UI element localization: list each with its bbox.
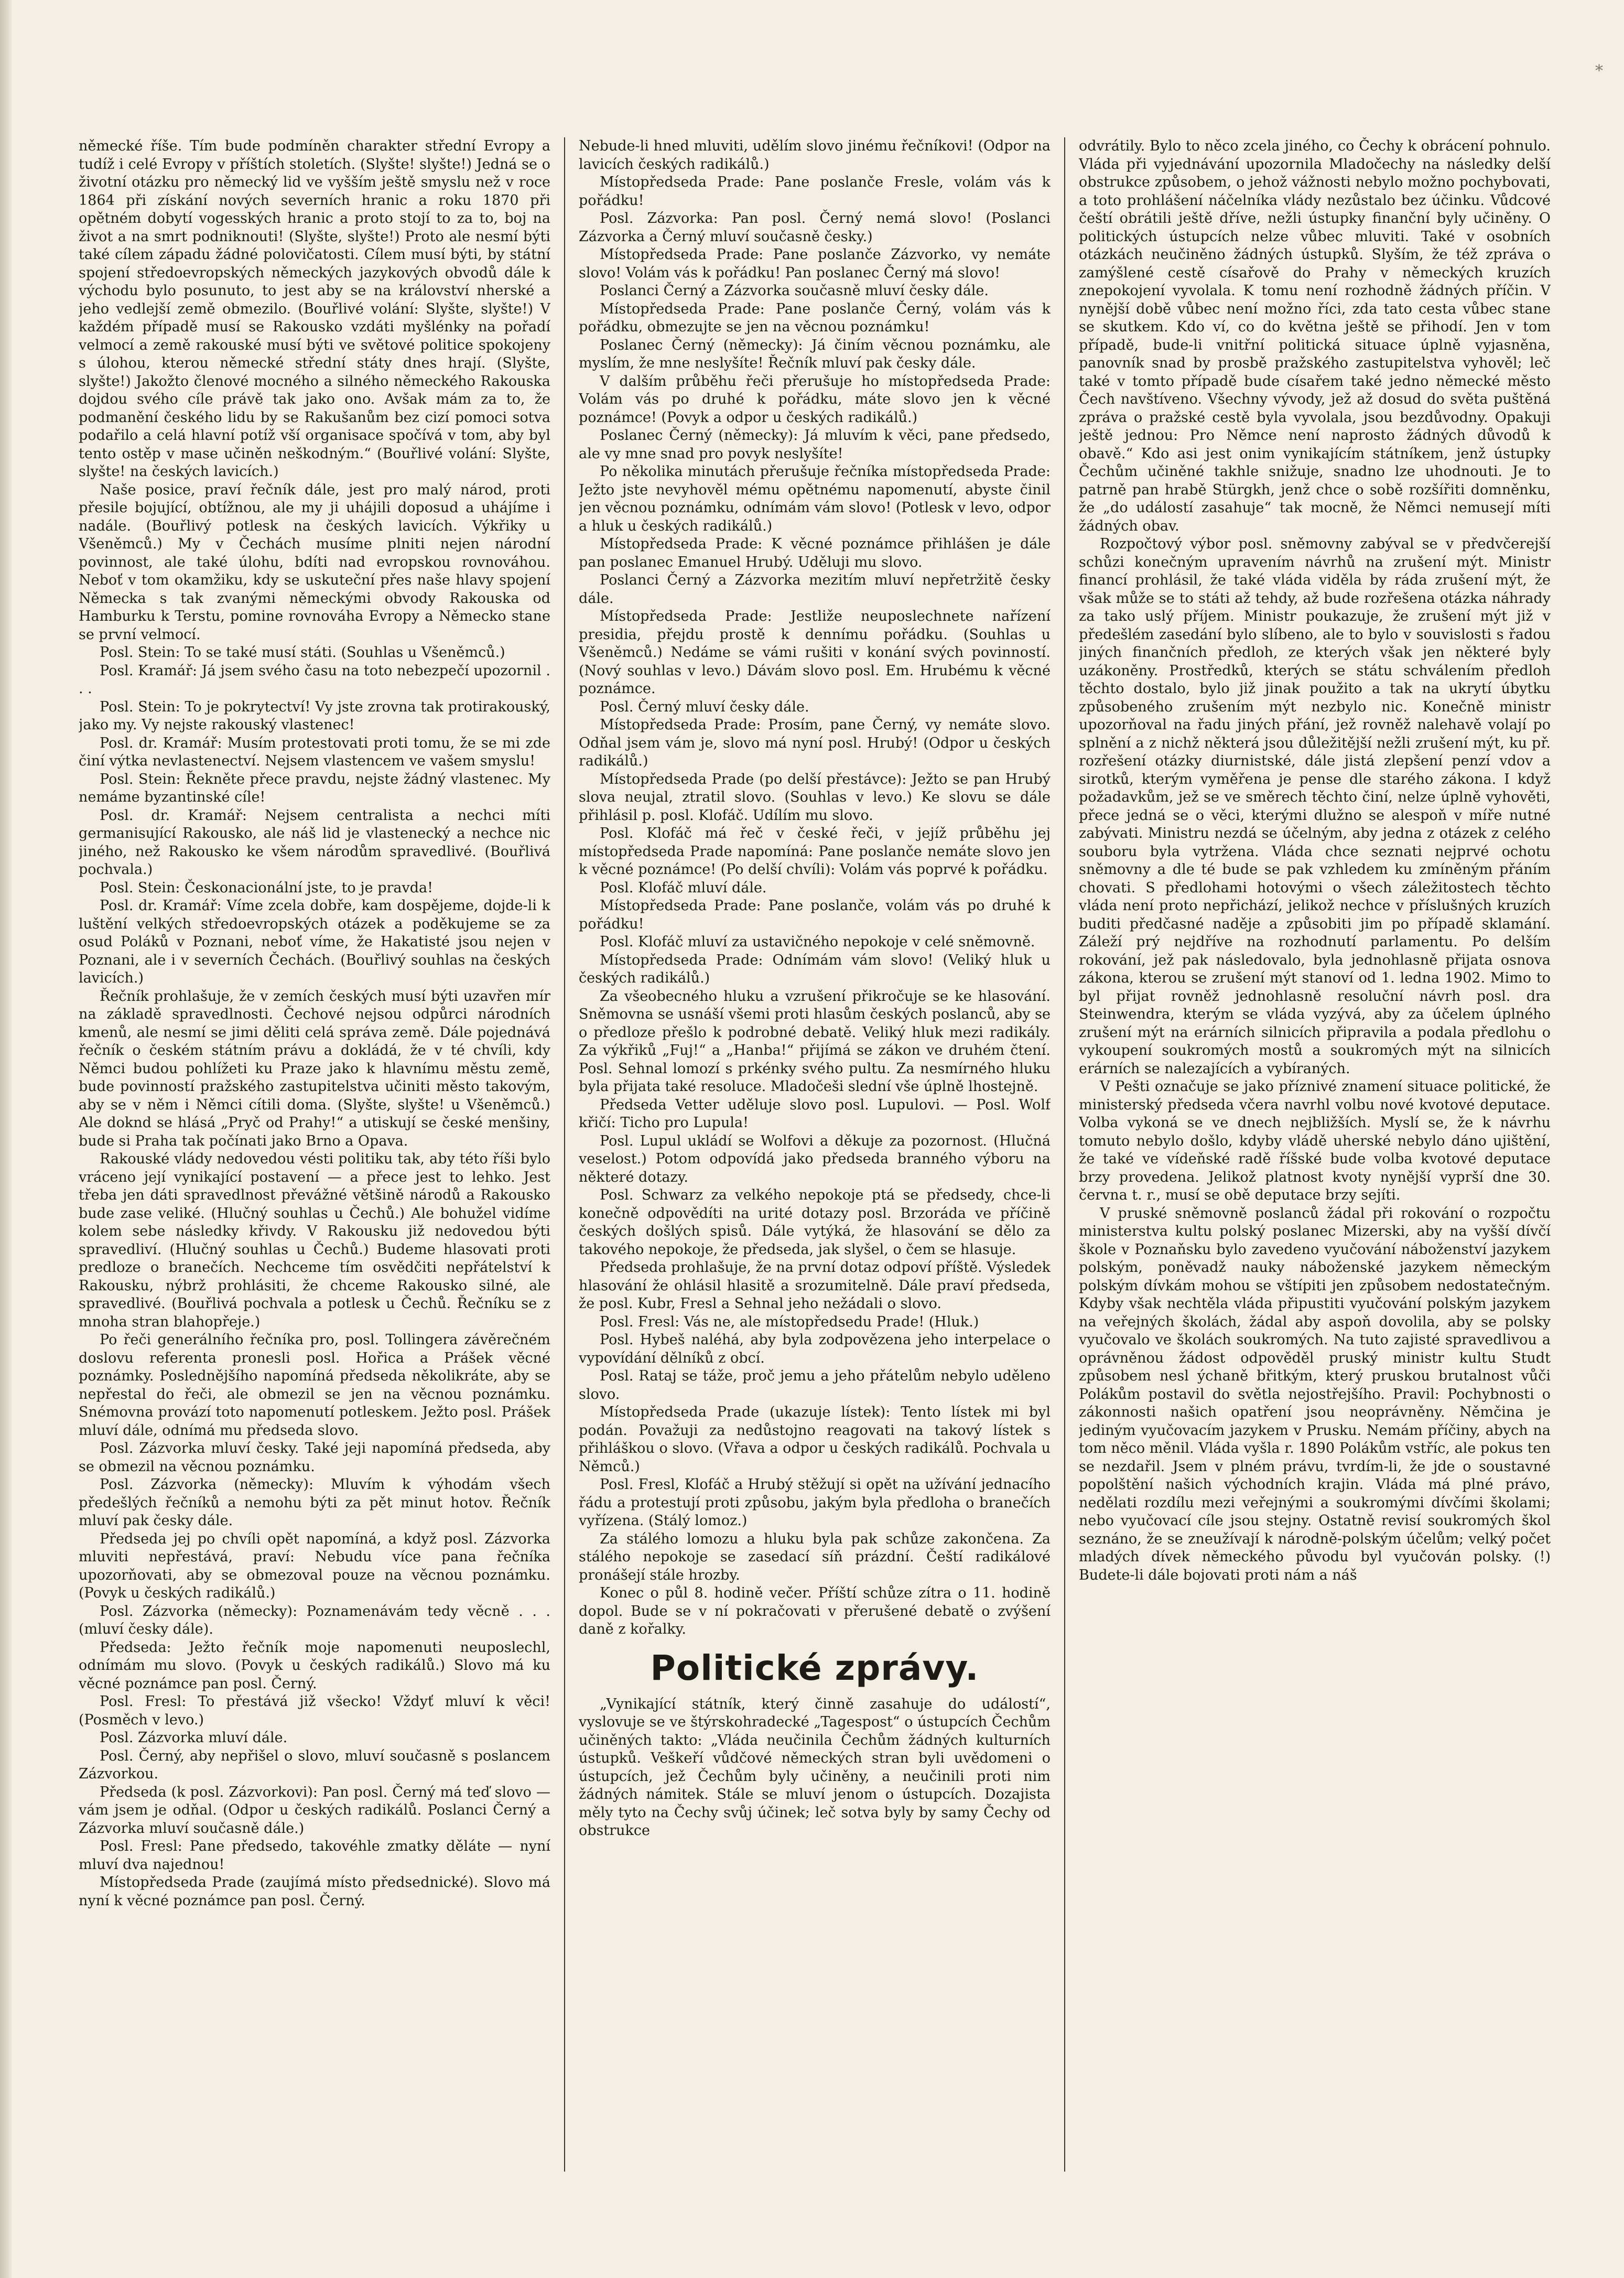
paragraph: Posl. Fresl, Klofáč a Hrubý stěžují si opět na užívání jednacího řádu a protestují proti způsobu, jakým byla předloha o branečích vyřízena. (Stálý lomoz.) [579, 1476, 1051, 1529]
paragraph: Předseda Vetter uděluje slovo posl. Lupulovi. — Posl. Wolf křičí: Ticho pro Lupula! [579, 1096, 1051, 1131]
paragraph: Místopředseda Prade: K věcné poznámce přihlášen je dále pan poslanec Emanuel Hrubý. Uděluji mu slovo. [579, 536, 1051, 570]
paragraph: V pruské sněmovně poslanců žádal při rokování o rozpočtu ministerstva kultu polský poslanec Mizerski, aby na vyšší dívčí škole v Poznaňsku bylo zavedeno vyučování náboženství jazykem polským, poněvadž nauky náboženské jazykem německým polským dívkám mohou se vštípiti jen způsobem nedostatečným. Kdyby však nechtěla vláda připustiti vyučování polským jazykem na veřejných školách, žádal aby aspoň dovolila, aby se polsky vyučovalo ve školách soukromých. Na tuto zajisté spravedlivou a oprávněnou žádost odpověděl pruský ministr kultu Studt způsobem nesl ýchaně břitkým, který pruskou brutalnost vůči Polákům postavil do světla nejostřejšího. Pravil: Pochybnosti o zákonnosti našich opatření jsou neoprávněny. Němčina je jediným vyučovacím jazykem v Prusku. Nemám příčiny, abych na tom něco měnil. Vláda vyšla r. 1890 Polákům vstříc, ale pokus ten se nezdařil. Jsem v plném právu, tvrdím-li, že jde o soustavné popolštění našich východních krajin. Vláda má plné právo, nedělati rozdílu mezi veřejnými a soukromými dívčími školami; nebo vyučovací cíle jsou stejny. Ostatně revisí soukromých škol seznáno, že se zneužívají k národně-polským účelům; velký počet mladých dívek německého původu byl vyučován polsky. (!) Budete-li dále bojovati proti nám a náš [1079, 1205, 1551, 1583]
column-3 [1079, 137, 1551, 2172]
paragraph: Posl. Zázvorka (německy): Poznamenávám tedy věcně . . . (mluví česky dále). [79, 1603, 550, 1637]
text-columns [79, 137, 1551, 2172]
paragraph: Místopředseda Prade: Prosím, pane Černý, vy nemáte slovo. Odňal jsem vám je, slovo má nyní posl. Hrubý! (Odpor u českých radikálů.) [579, 717, 1051, 769]
paragraph: Místopředseda Prade: Odnímám vám slovo! (Veliký hluk u českých radikálů.) [579, 952, 1051, 986]
paragraph: V Pešti označuje se jako příznivé znamení situace politické, že ministerský předseda včera navrhl volbu nové kvotové deputace. Volba vykoná se ve dnech nejbližších. Myslí se, že k návrhu tomuto nebylo došlo, kdyby vládě uherské nebylo dáno ujištění, že také ve vídeňské radě říšské bude volba kvotové deputace brzy provedena. Jelikož platnost kvoty nynější vyprší dne 30. června t. r., musí se obě deputace brzy sejíti. [1079, 1078, 1551, 1203]
paragraph: Za všeobecného hluku a vzrušení přikročuje se ke hlasování. Sněmovna se usnáší všemi proti hlasům českých poslanců, aby se o předloze přešlo k podrobné debatě. Veliký hluk mezi radikály. Za výkřiků „Fuj!“ a „Hanba!“ přijímá se zákon ve druhém čtení. Posl. Sehnal lomozí s prkénky svého pultu. Za nesmírného hluku byla přijata také resoluce. Mladočeši slední vše úplně lhostejně. [579, 988, 1051, 1095]
paragraph: Konec o půl 8. hodině večer. Příští schůze zítra o 11. hodině dopol. Bude se v ní pokračovati v přerušené debatě o zvýšení daně z kořalky. [579, 1585, 1051, 1637]
paragraph: Posl. Černý, aby nepřišel o slovo, mluví současně s poslancem Zázvorkou. [79, 1747, 550, 1782]
paragraph: Poslanec Černý (německy): Já činím věcnou poznámku, ale myslím, že mne neslyšíte! Řečník mluví pak česky dále. [579, 337, 1051, 371]
corner-mark: * [1595, 62, 1603, 80]
paragraph: Posl. dr. Kramář: Nejsem centralista a nechci míti germanisující Rakousko, ale náš lid je vlastenecký a nechce nic jiného, než Rakousko ke všem národům spravedlivé. (Bouřlivá pochvala.) [79, 807, 550, 878]
paragraph: V dalším průběhu řeči přerušuje ho místopředseda Prade: Volám vás po druhé k pořádku, máte slovo jen k věcné poznámce! (Povyk a odpor u českých radikálů.) [579, 373, 1051, 426]
paragraph: Místopředseda Prade (zaujímá místo předsednické). Slovo má nyní k věcné poznámce pan posl. Černý. [79, 1874, 550, 1909]
paragraph: Rozpočtový výbor posl. sněmovny zabýval se v předvčerejší schůzi konečným upravením návrhů na zrušení mýt. Ministr financí prohlásil, že také vláda viděla by ráda zrušení mýt, že však může se to státi až tehdy, až bude rozřešena otázka náhrady za tako uslý příjem. Ministr poukazuje, že zrušení mýt již v předešlém zasedání bylo slíbeno, ale to bylo v souvislosti s řadou jiných finančních předloh, ze kterých však jen některé byly uzákoněny. Prostředků, kterých se státu schválením předloh těchto dostalo, bylo již jinak použito a tak na ukrytí úbytku způsobeného zrušením mýt nezbylo nic. Konečně ministr upozorňoval na řadu jiných přání, jež rovněž nalehavě volají po splnění a z nichž některá jsou důležitější nežli zrušení mýt, ku př. rozřešení otázky diurnistské, dále jistá zlepšení penzí vdov a sirotků, kterým vyměřena je pense dle starého zákona. I když požadavkům, jež se ve směrech těchto činí, nelze úplně vyhověti, přece jedná se o věci, kterými dlužno se alespoň v míře nutné zabývati. Ministru nezdá se účelným, aby jedna z otázek z celého souboru byla vytržena. Vláda chce seznati nejprvé ochotu sněmovny a dle té bude se pak vzhledem ku zmíněným přáním chovati. S předlohami hotovými o všech záležitostech těchto vláda není proto nepřichází, jelikož nechce v příslušných kruzích buditi předčasné naděje a způsobiti jim po případě sklamání. Záleží prý nejdříve na rozhodnutí parlamentu. Po delším rokování, jež pak následovalo, byla jednohlasně přijata osnova zákona, kterou se zrušení mýt stanoví od 1. ledna 1902. Mimo to byl přijat rovněž jednohlasně resoluční návrh posl. dra Steinwendra, kterým se vláda vyzývá, aby za účelem úplného zrušení mýt na erárních silnicích připravila a podala předlohu o vykoupení soukromých mostů a soukromých mýt na silnicích erárních se nalezajících a vybíraných. [1079, 536, 1551, 1077]
paragraph: Posl. Klofáč má řeč v české řeči, v jejíž průběhu jej místopředseda Prade napomíná: Pane poslanče nemáte slovo jen k věcné poznámce! (Po delší chvíli): Volám vás poprvé k pořádku. [579, 825, 1051, 878]
paragraph: Posl. Kramář: Já jsem svého času na toto nebezpečí upozornil . . . [79, 662, 550, 697]
column-1 [79, 137, 550, 2172]
paragraph: Rakouské vlády nedovedou vésti politiku tak, aby této říši bylo vráceno její vynikající postavení — a přece jest to lehko. Jest třeba jen dáti spravedlnost převážné většině národů a Rakousko bude zase veliké. (Hlučný souhlas u Čechů.) Ale bohužel vidíme kolem sebe následky křivdy. V Rakousku již nedovedou býti spravedliví. (Hlučný souhlas u Čechů.) Budeme hlasovati proti predloze o branečích. Nechceme tím osvědčiti nepřátelství k Rakousku, nýbrž prohlásiti, že chceme Rakousko silné, ale spravedlivé. (Bouřlivá pochvala a potlesk u Čechů. Řečníku se z mnoha stran blahopřeje.) [79, 1151, 550, 1330]
paragraph: Naše posice, praví řečník dále, jest pro malý národ, proti přesile bojující, obtížnou, ale my ji uhájili doposud a uhájíme i nadále. (Bouřlivý potlesk na českých lavicích. Výkřiky u Všeněmců.) My v Čechách musíme plniti nejen národní povinnost, ale také úlohu, bdíti nad evropskou rovnováhou. Neboť v tom okamžiku, kdy se uskuteční přes naše hlavy spojení Německa s tak zvanými německými obvody Rakouska od Hamburku k Terstu, pomine rovnováha Evropy a Německo stane se první velmocí. [79, 481, 550, 643]
paragraph: Posl. dr. Kramář: Víme zcela dobře, kam dospějeme, dojde-li k luštění velkých středoevropských otázek a poděkujeme se za osud Poláků v Poznani, neboť víme, že Hakatisté jsou nejen v Poznani, ale i v severních Čechách. (Bouřlivý souhlas na českých lavicích.) [79, 898, 550, 986]
paragraph: odvrátily. Bylo to něco zcela jiného, co Čechy k obrácení pohnulo. Vláda při vyjednávání upozornila Mladočechy na následky delší obstrukce způsobem, o jehož vážnosti nebylo možno pochybovati, a toto prohlášení náčelníka vlády nezůstalo bez účinku. Vůdcové čeští obrátili ještě dříve, nežli ústupky finanční byly učiněny. O politických ústupcích nelze vůbec mluviti. Také v osobních otázkách neučiněno žádných ústupků. Slyším, že též zpráva o zamýšlené cestě císařově do Prahy v německých kruzích znepokojení vyvolala. K tomu není rozhodně žádných příčin. V nynější době vůbec není možno říci, zda tato cesta vůbec stane se skutkem. Kdo ví, co do května ještě se přihodí. Jen v tom případě, bude-li vnitřní politická situace úplně vyjasněna, panovník snad by prosbě pražského zastupitelstva vyhověl; leč také v tomto případě bude císařem také jedno německé město Čech navštíveno. Všechny vývody, jež až dosud do světa puštěná zpráva o pražské cestě byla vyvolala, jsou bezdůvodny. Opakuji ještě jednou: Pro Němce není naprosto žádných důvodů k obavě.“ Kdo asi jest onim vynikajícím státníkem, jenž ústupky Čechům učiněné takhle snižuje, snadno lze uhodnouti. Je to patrně pan hrabě Stürgkh, jenž chce o sobě rozšířiti domněnku, že „do událostí zasahuje“ tak mocně, že Němci nemusejí míti žádných obav. [1079, 138, 1551, 534]
paragraph: Posl. Zázvorka: Pan posl. Černý nemá slovo! (Poslanci Zázvorka a Černý mluví současně česky.) [579, 210, 1051, 245]
paragraph: Předseda (k posl. Zázvorkovi): Pan posl. Černý má teď slovo — vám jsem je odňal. (Odpor u českých radikálů. Poslanci Černý a Zázvorka mluví současně dále.) [79, 1784, 550, 1837]
paragraph: Posl. Fresl: Pane předsedo, takovéhle zmatky děláte — nyní mluví dva najednou! [79, 1838, 550, 1873]
paragraph: Posl. Stein: Řekněte přece pravdu, nejste žádný vlastenec. My nemáme byzantinské cíle! [79, 771, 550, 805]
paragraph: Posl. Zázvorka mluví česky. Také jeji napomíná předseda, aby se obmezil na věcnou poznámku. [79, 1440, 550, 1475]
paragraph: Místopředseda Prade (ukazuje lístek): Tento lístek mi byl podán. Považuji za nedůstojno reagovati na takový lístek s přihláškou o slovo. (Vřava a odpor u českých radikálů. Pochvala u Němců.) [579, 1404, 1051, 1475]
paragraph: Místopředseda Prade: Pane poslanče Černý, volám vás k pořádku, obmezujte se jen na věcnou poznámku! [579, 300, 1051, 335]
paragraph: Za stálého lomozu a hluku byla pak schůze zakončena. Za stálého nepokoje se zasedací síň prázdní. Čeští radikálové pronášejí stále hrozby. [579, 1530, 1051, 1583]
paragraph: Poslanec Černý (německy): Já mluvím k věci, pane předsedo, ale vy mne snad pro povyk neslyšíte! [579, 427, 1051, 462]
paragraph: Předseda: Ježto řečník moje napomenuti neuposlechl, odnímám mu slovo. (Povyk u českých radikálů.) Slovo má ku věcné poznámce pan posl. Černý. [79, 1639, 550, 1692]
paragraph: Posl. Schwarz za velkého nepokoje ptá se předsedy, chce-li konečně odpovědíti na urité dotazy posl. Brzoráda ve příčině českých došlých spisů. Dále vytýká, že hlasování se dělo za takového nepokoje, že předseda, jak slyšel, o čem se hlasuje. [579, 1187, 1051, 1258]
paragraph: Posl. Hybeš naléhá, aby byla zodpovězena jeho interpelace o vypovídání dělníků z obcí. [579, 1332, 1051, 1366]
paragraph: Místopředseda Prade (po delší přestávce): Ježto se pan Hrubý slova neujal, ztratil slovo. (Souhlas v levo.) Ke slovu se dále přihlásil p. posl. Klofáč. Udílím mu slovo. [579, 771, 1051, 824]
paragraph: Posl. Stein: To se také musí státi. (Souhlas u Všeněmců.) [100, 644, 505, 661]
paragraph: Místopředseda Prade: Pane poslanče Zázvorko, vy nemáte slovo! Volám vás k pořádku! Pan poslanec Černý má slovo! [579, 246, 1051, 281]
paragraph: Posl. dr. Kramář: Musím protestovati proti tomu, že se mi zde činí výtka nevlastenectví. Nejsem vlastencem ve vašem smyslu! [79, 735, 550, 769]
paragraph: Poslanci Černý a Zázvorka mezitím mluví nepřetržitě česky dále. [579, 572, 1051, 607]
paragraph: Posl. Stein: Českonacionální jste, to je pravda! [100, 879, 433, 896]
paragraph: Poslanci Černý a Zázvorka současně mluví česky dále. [600, 283, 989, 299]
paragraph: Posl. Lupul ukládí se Wolfovi a děkuje za pozornost. (Hlučná veselost.) Potom odpovídá jako předseda branného výboru na některé dotazy. [579, 1132, 1051, 1185]
column-2 [579, 137, 1051, 2172]
paragraph: Předseda jej po chvíli opět napomíná, a když posl. Zázvorka mluviti nepřestává, praví: Nebudu více pana řečníka upozorňovati, aby se obmezoval pouze na věcnou poznámku. (Povyk u českých radikálů.) [79, 1530, 550, 1601]
paragraph: Posl. Zázvorka mluví dále. [100, 1730, 288, 1746]
paragraph: Posl. Černý mluví česky dále. [600, 698, 809, 715]
paragraph: Po několika minutách přerušuje řečníka místopředseda Prade: Ježto jste nevyhověl mému opětnému napomenutí, abyste činil jen věcnou poznámku, odnímám vám slovo! (Potlesk v levo, odpor a hluk u českých radikálů.) [579, 463, 1051, 534]
paragraph: Předseda prohlašuje, že na první dotaz odpoví příště. Výsledek hlasování že ohlásil hlasitě a srozumitelně. Dále praví předseda, že posl. Kubr, Fresl a Sehnal jeho nežádali o slovo. [579, 1259, 1051, 1312]
paragraph: Posl. Fresl: Vás ne, ale místopředsedu Prade! (Hluk.) [600, 1313, 979, 1330]
paragraph: Posl. Zázvorka (německy): Mluvím k výhodám všech předešlých řečníků a nemohu býti za pět minut hotov. Řečník mluví pak česky dále. [79, 1476, 550, 1529]
page-binding-edge [0, 0, 12, 2278]
paragraph: Místopředseda Prade: Jestliže neuposlechnete nařízení presidia, přejdu prostě k dennímu pořádku. (Souhlas u Všeněmců.) Nedáme se vámi rušiti v konání svých povinností. (Nový souhlas v levo.) Dávám slovo posl. Em. Hrubému k věcné poznámce. [579, 608, 1051, 697]
paragraph: Posl. Fresl: To přestává již všecko! Vždyť mluví k věci! (Posměch v levo.) [79, 1693, 550, 1728]
paragraph: Posl. Klofáč mluví za ustavičného nepokoje v celé sněmovně. [600, 934, 1035, 950]
paragraph: Místopředseda Prade: Pane poslanče Fresle, volám vás k pořádku! [579, 174, 1051, 209]
paragraph: Řečník prohlašuje, že v zemích českých musí býti uzavřen mír na základě spravedlnosti. Čechové nejsou odpůrci národních kmenů, ale nesmí se jimi děliti celá správa země. Dále pojednává řečník o českém státním právu a dokládá, že v té chvíli, kdy Němci budou pohlížeti ku Praze jako k hlavnímu městu země, bude povinností pražského zastupitelstva učiniti město takovým, aby se v něm i Němci cítili doma. (Slyšte, slyšte! u Všeněmců.) Ale doknd se hlásá „Pryč od Prahy!“ a utiskují se české menšiny, bude si Praha tak počínati jako Brno a Opava. [79, 988, 550, 1149]
paragraph: Nebude-li hned mluviti, udělím slovo jinému řečníkovi! (Odpor na lavicích českých radikálů.) [579, 138, 1051, 172]
paragraph: německé říše. Tím bude podmíněn charakter střední Evropy a tudíž i celé Evropy v příštích stoletích. (Slyšte! slyšte!) Jedná se o životní otázku pro německý lid ve vyšším ještě smyslu než v roce 1864 při získání nových severních hranic a roku 1870 při opětném dobytí vogesských hranic a proto stojí to za to, boj na život a na smrt podniknouti! (Slyšte, slyšte!) Proto ale nesmí býti také cílem západu žádné polovičatosti. Cílem musí býti, by státní spojení středoevropských německých jazykových obvodů dále k východu bylo posunuto, to jest aby se na království nherské a jeho vedlejší země obmezilo. (Bouřlivé volání: Slyšte, slyšte!) V každém případě musí se Rakousko vzdáti myšlénky na pořadí velmocí a země rakouské musí býti ve světové politice spokojeny s úlohou, kterou německé střední státy dnes hrají. (Slyšte, slyšte!) Jakožto členové mocného a silného německého Rakouska dojdou svého cíle právě tak jako ono. Avšak mám za to, že podmanění českého lidu by se Rakušanům bez cizí pomoci sotva podařilo a celá hlavní potíž vší organisace spočívá v tom, aby byl tento ostěp v mase učiněn neškodným.“ (Bouřlivé volání: Slyšte, slyšte! na českých lavicích.) [79, 138, 550, 480]
paragraph: Posl. Rataj se táže, proč jemu a jeho přátelům nebylo uděleno slovo. [579, 1368, 1051, 1402]
paragraph: Posl. Stein: To je pokrytectví! Vy jste zrovna tak protirakouský, jako my. Vy nejste rakouský vlastenec! [79, 698, 550, 733]
section-headline: Politické zprávy. [650, 1647, 979, 1688]
paragraph: Místopředseda Prade: Pane poslanče, volám vás po druhé k pořádku! [579, 898, 1051, 932]
column-rule [564, 137, 565, 2172]
column-rule [1064, 137, 1065, 2172]
paragraph: Po řeči generálního řečníka pro, posl. Tollingera závěrečném doslovu referenta pronesli posl. Hořica a Prášek věcné poznámky. Poslednějšího napomíná předseda několikráte, aby se nepřestal do řeči, ale obmezil se jen na věcnou poznámku. Snémovna provází toto napomenutí potleskem. Ježto posl. Prášek mluví dále, odnímá mu předseda slovo. [79, 1332, 550, 1439]
paragraph: „Vynikající státník, který činně zasahuje do událostí“, vyslovuje se ve štýrskohradecké „Tagespost“ o ústupcích Čechům učiněných takto: „Vláda neučinila Čechům žádných kulturních ústupků. Veškeří vůdčové německých stran byli uvědomeni o ústupcích, jež Čechům byly učiněny, a neučinili proti nim žádných námitek. Stále se mluví jenom o ústupcích. Dozajista měly tyto na Čechy svůj účinek; leč sotva byly by samy Čechy od obstrukce [579, 1696, 1051, 1839]
paragraph: Posl. Klofáč mluví dále. [600, 879, 767, 896]
